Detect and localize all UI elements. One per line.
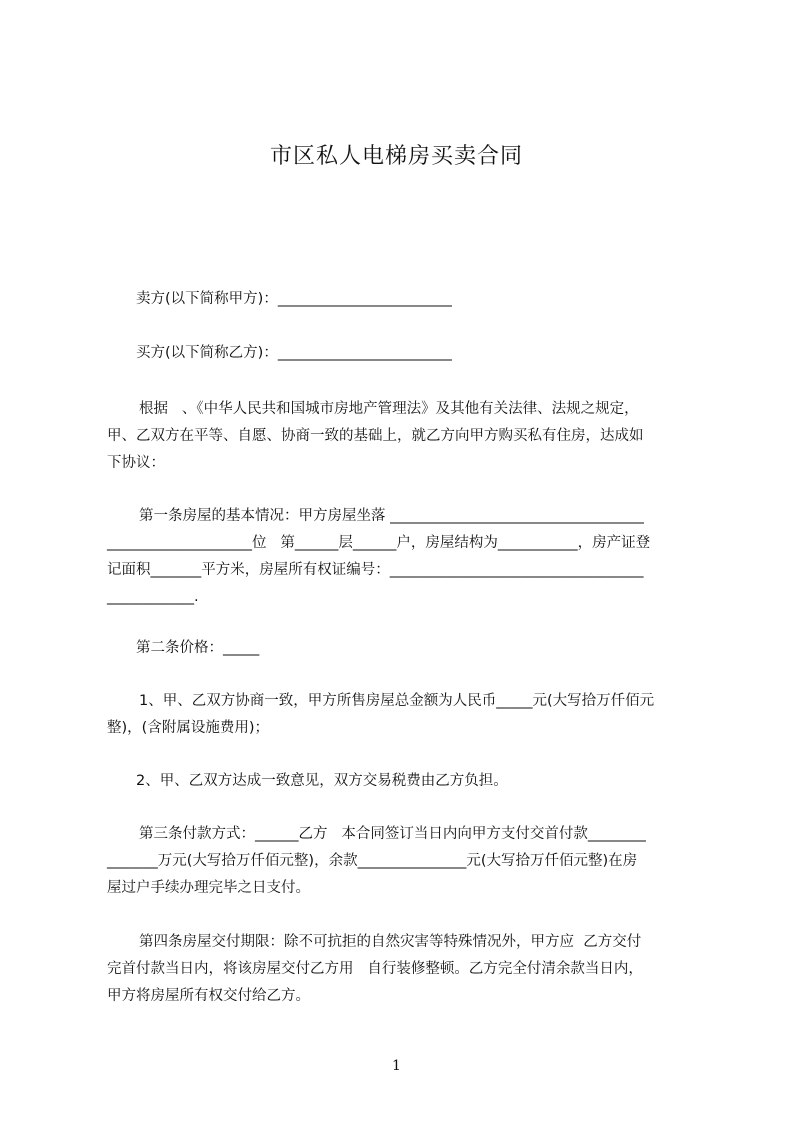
article2-item2: 2、甲、乙双方达成一致意见，双方交易税费由乙方负担。: [136, 773, 508, 789]
article2-heading: 第二条价格：_____: [136, 640, 260, 656]
article3-line-3: 屋过户手续办理完毕之日支付。: [107, 880, 310, 896]
article2-item1-line-2: 整)，(含附属设施费用)；: [107, 720, 269, 736]
article1-line-1: 第一条房屋的基本情况：甲方房屋坐落 ___________________________________: [139, 508, 644, 524]
preamble-line-2: 甲、乙双方在平等、自愿、协商一致的基础上，就乙方向甲方购买私有住房，达成如: [107, 428, 644, 444]
article1-line-3: 记面积_______平方米，房屋所有权证编号：___________________________________: [107, 562, 644, 578]
article4-line-2: 完首付款当日内，将该房屋交付乙方用 自行装修整顿。乙方完全付清余款当日内，: [107, 961, 643, 977]
buyer-line: 买方(以下简称乙方)：________________________: [136, 345, 452, 361]
article1-line-2: ____________________位 第______层______户，房屋结构为___________，房产证登: [107, 535, 651, 551]
page-number: 1: [392, 1058, 401, 1074]
article4-line-1: 第四条房屋交付期限：除不可抗拒的自然灾害等特殊情况外，甲方应 乙方交付: [139, 934, 642, 950]
article4-line-3: 甲方将房屋所有权交付给乙方。: [107, 988, 310, 1004]
article3-line-1: 第三条付款方式：______乙方 本合同签订当日内向甲方支付交首付款________: [139, 826, 646, 842]
article2-item1-line-1: 1、甲、乙双方协商一致，甲方所售房屋总金额为人民币_____元(大写拾万仟佰元: [139, 693, 655, 709]
article3-line-2: _______万元(大写拾万仟佰元整)，余款_______________元(大写拾万仟佰元整)在房: [107, 853, 638, 869]
preamble-line-1: 根据 、《中华人民共和国城市房地产管理法》及其他有关法律、法规之规定，: [139, 401, 639, 417]
article1-line-4: ____________.: [107, 589, 199, 605]
document-title: 市区私人电梯房买卖合同: [269, 144, 523, 169]
seller-line: 卖方(以下简称甲方)：________________________: [136, 291, 452, 307]
preamble-line-3: 下协议：: [107, 455, 165, 471]
